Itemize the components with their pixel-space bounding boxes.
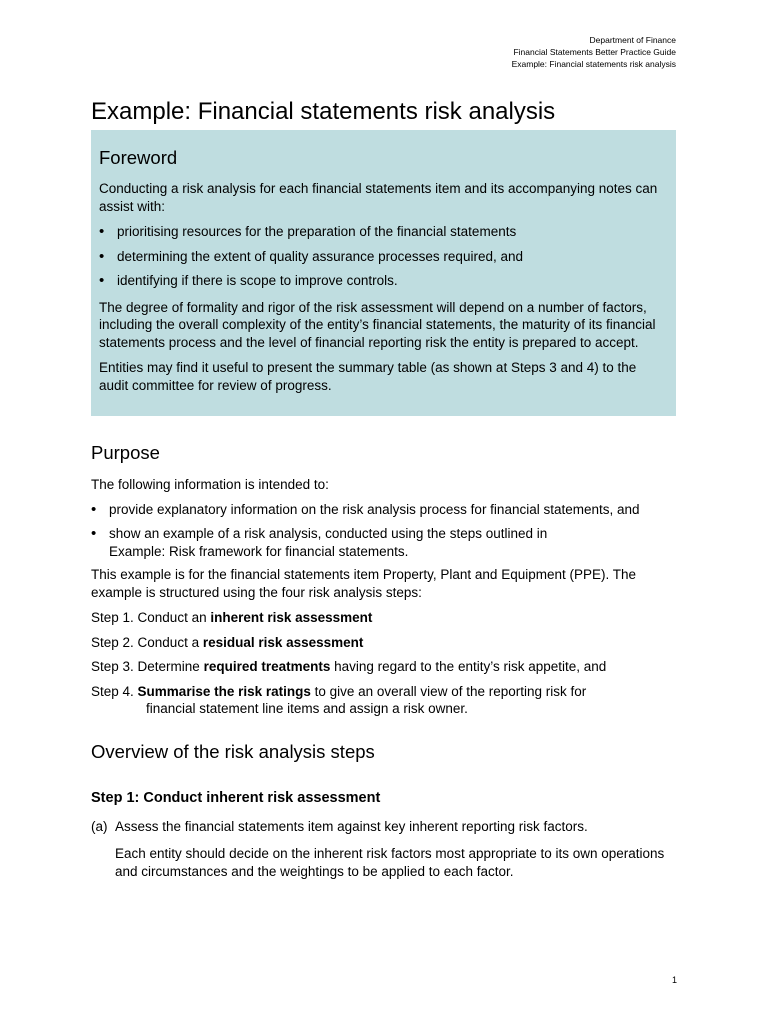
foreword-para-formality: The degree of formality and rigor of the risk assessment will depend on a number of factors, including the overall complexity of the entity’s financial statements, the maturity of its financial statements process and the level of financial reporting risk the entity is prepared to accept. (99, 299, 656, 350)
overview-section (91, 740, 676, 880)
item-a-para: Each entity should decide on the inherent risk factors most appropriate to its own operations and circumstances and the weightings to be applied to each factor. (115, 846, 665, 879)
foreword-box (91, 130, 676, 416)
step-prefix: Step 2. Conduct a (91, 634, 203, 650)
step-line-2 (91, 634, 676, 652)
step1-heading: Step 1: Conduct inherent risk assessment (91, 790, 381, 806)
foreword-bullet: • prioritising resources for the preparation of the financial statements (99, 223, 668, 241)
page-number: 1 (671, 975, 677, 985)
step-line-1 (91, 609, 676, 627)
foreword-list (99, 223, 668, 290)
step-prefix: Step 4. (91, 683, 138, 699)
foreword-heading: Foreword (99, 147, 178, 168)
purpose-list (91, 501, 676, 561)
purpose-section (91, 441, 676, 718)
header-guide: Financial Statements Better Practice Guide (513, 47, 676, 57)
step-suffix: having regard to the entity’s risk appetite, and (330, 659, 607, 674)
step-emphasis: Summarise the risk ratings (137, 683, 311, 699)
step-line-4 (91, 683, 676, 718)
item-a (91, 818, 676, 836)
purpose-bullet-link: Example: Risk framework for financial statements. (109, 543, 409, 559)
header-department: Department of Finance (589, 35, 676, 45)
foreword-bullet: • determining the extent of quality assurance processes required, and (99, 248, 668, 266)
step-continuation: financial statement line items and assign a risk owner. (146, 701, 468, 716)
page-title: Example: Financial statements risk analysis (91, 98, 556, 125)
purpose-para: This example is for the financial statements item Property, Plant and Equipment (PPE). The example is structured using the four risk analysis steps: (91, 567, 637, 600)
step-prefix: Step 3. Determine (91, 659, 204, 674)
purpose-bullet (91, 525, 676, 560)
step-suffix: to give an overall view of the reporting risk for (310, 683, 587, 699)
step-emphasis: residual risk assessment (202, 634, 364, 650)
purpose-bullet-text: show an example of a risk analysis, conducted using the steps outlined in (109, 526, 548, 541)
step-prefix: Step 1. Conduct an (91, 610, 211, 625)
purpose-heading: Purpose (91, 442, 160, 463)
step-emphasis: required treatments (203, 659, 331, 674)
overview-heading: Overview of the risk analysis steps (91, 741, 375, 762)
purpose-intro: The following information is intended to: (91, 477, 329, 492)
header-example: Example: Financial statements risk analysis (511, 59, 676, 69)
purpose-bullet: • provide explanatory information on the risk analysis process for financial statements, and (91, 501, 676, 519)
item-a-label: (a) (91, 818, 108, 834)
step-emphasis: inherent risk assessment (210, 610, 373, 625)
foreword-intro: Conducting a risk analysis for each financial statements item and its accompanying notes can assist with: (99, 181, 658, 214)
running-header (91, 34, 676, 70)
item-a-text: Assess the financial statements item against key inherent reporting risk factors. (115, 818, 588, 834)
foreword-para-summary: Entities may find it useful to present the summary table (as shown at Steps 3 and 4) to the audit committee for review of progress. (99, 360, 637, 393)
step-line-3 (91, 658, 676, 676)
foreword-bullet: • identifying if there is scope to improve controls. (99, 272, 668, 290)
